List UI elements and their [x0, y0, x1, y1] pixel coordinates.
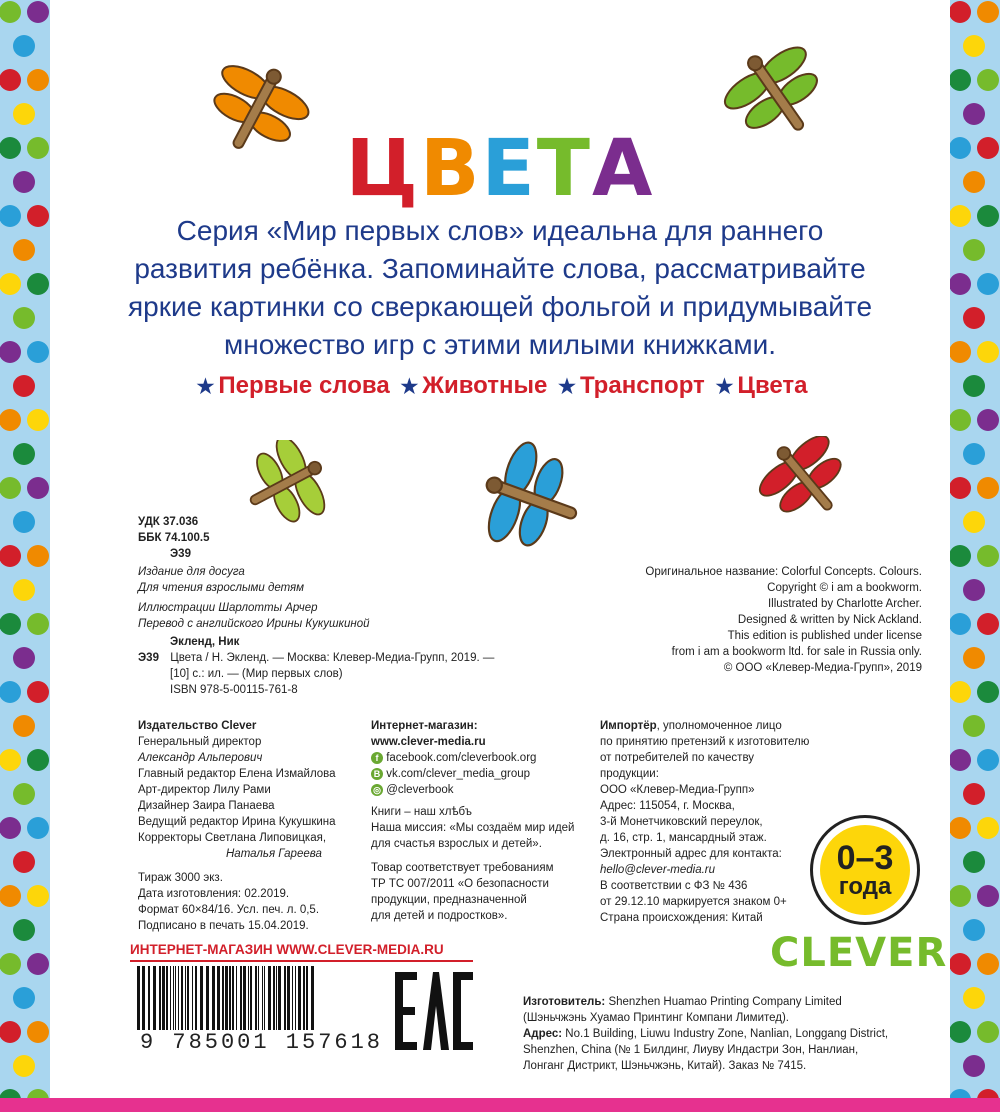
importer-heading: Импортёр [600, 720, 657, 732]
age-range: 0–3 [836, 839, 894, 877]
manufacturer-name-ru: (Шэньчжэнь Хуамао Принтинг Компани Лимитед). [523, 1012, 790, 1024]
age-unit: года [838, 873, 892, 900]
copyright-block [560, 564, 922, 676]
rights-line: Designed & written by Nick Ackland. [737, 614, 922, 626]
eac-mark-icon [393, 966, 475, 1056]
mission-line: Книги – наш хлѣбъ [371, 806, 472, 818]
staff-line: Ведущий редактор Ирина Кукушкина [138, 816, 336, 828]
series-description: Серия «Мир первых слов» идеальна для раннего развития ребёнка. Запоминайте слова, рассматривайте яркие картинки со сверкающей фольгой и придумывайте множество игр с этими милыми книжками. [127, 215, 873, 360]
title-letter: Е [481, 124, 537, 214]
bbk-code: ББК 74.100.5 [138, 532, 210, 544]
mission-line: Наша миссия: «Мы создаём мир идей [371, 822, 575, 834]
address-line: Shenzhen, China (№ 1 Билдинг, Лиуву Индастри Зон, Нанлиан, [523, 1044, 859, 1056]
translator-line: Перевод с английского Ирины Кукушкиной [138, 618, 370, 630]
social-link-text: facebook.com/cleverbook.org [386, 752, 537, 764]
edition-line: Издание для досуга [138, 566, 245, 578]
compliance-line: продукции, предназначенной [371, 894, 527, 906]
book-title [0, 124, 1000, 214]
publisher-heading: Издательство Clever [138, 720, 257, 732]
age-badge [810, 815, 920, 925]
title-letter: Т [536, 124, 592, 214]
series-item: Животные [422, 372, 548, 399]
contact-email-link[interactable]: hello@clever-media.ru [600, 864, 716, 876]
star-icon: ★ [400, 376, 419, 398]
record-pages: [10] с.: ил. — (Мир первых слов) [170, 668, 343, 680]
importer-tail: от 29.12.10 маркируется знаком 0+ [600, 896, 787, 908]
shop-url-link[interactable]: www.clever-media.ru [371, 736, 486, 748]
print-info: Формат 60×84/16. Усл. печ. л. 0,5. [138, 904, 320, 916]
edition-type [138, 564, 398, 596]
address-label: Адрес: [523, 1028, 563, 1040]
series-item: Транспорт [579, 372, 705, 399]
title-letter: Ц [345, 124, 421, 214]
rights-line: © ООО «Клевер-Медиа-Групп», 2019 [723, 662, 922, 674]
print-info: Дата изготовления: 02.2019. [138, 888, 290, 900]
shop-heading: Интернет-магазин: [371, 720, 478, 732]
shop-info [371, 718, 596, 924]
importer-line: ООО «Клевер-Медиа-Групп» [600, 784, 755, 796]
importer-line: д. 16, стр. 1, мансардный этаж. [600, 832, 767, 844]
address-line: Лонганг Дистрикт, Шэньчжэнь, Китай). Заказ № 7415. [523, 1060, 807, 1072]
staff-line: Главный редактор Елена Измайлова [138, 768, 336, 780]
rights-line: Illustrated by Charlotte Archer. [767, 598, 922, 610]
social-link-text: @cleverbook [386, 784, 454, 796]
importer-info [600, 718, 820, 926]
staff-line: Арт-директор Лилу Рами [138, 784, 271, 796]
importer-line: 3-й Монетчиковский переулок, [600, 816, 763, 828]
staff-line: Корректоры Светлана Липовицкая, [138, 832, 327, 844]
importer-tail: Страна происхождения: Китай [600, 912, 763, 924]
importer-line: Адрес: 115054, г. Москва, [600, 800, 735, 812]
clever-logo: CLEVER [770, 930, 948, 976]
compliance-line: для детей и подростков». [371, 910, 508, 922]
shop-banner-link[interactable]: ИНТЕРНЕТ-МАГАЗИН WWW.CLEVER-MEDIA.RU [130, 942, 473, 962]
blue-dragonfly-icon [470, 440, 600, 560]
star-icon: ★ [196, 376, 215, 398]
staff-line: Наталья Гареева [226, 848, 322, 860]
address-line: No.1 Building, Liuwu Industry Zone, Nanlian, Longgang District, [562, 1028, 889, 1040]
mission-line: для счастья взрослых и детей». [371, 838, 542, 850]
compliance-line: ТР ТС 007/2011 «О безопасности [371, 878, 549, 890]
publisher-credits [138, 718, 368, 934]
social-link-vk[interactable] [371, 766, 596, 782]
staff-line: Дизайнер Заира Панаева [138, 800, 275, 812]
rights-line: Copyright © i am a bookworm. [767, 582, 922, 594]
facebook-icon: f [371, 752, 383, 764]
staff-line: Александр Альперович [138, 752, 263, 764]
title-letter: В [420, 124, 482, 214]
star-icon: ★ [558, 376, 576, 398]
importer-line: от потребителей по качеству [600, 752, 755, 764]
importer-line: Электронный адрес для контакта: [600, 848, 782, 860]
bibliographic-record [138, 634, 518, 698]
series-list [0, 372, 1000, 400]
isbn: ISBN 978-5-00115-761-8 [170, 684, 298, 696]
barcode-number: 9 785001 157618 [134, 1030, 389, 1055]
staff-line: Генеральный директор [138, 736, 262, 748]
record-code: Э39 [138, 652, 159, 664]
print-info: Подписано в печать 15.04.2019. [138, 920, 309, 932]
social-link-text: vk.com/clever_media_group [386, 768, 531, 780]
illustrator-line: Иллюстрации Шарлотты Арчер [138, 602, 318, 614]
author-name: Экленд, Ник [170, 636, 240, 648]
social-link-instagram[interactable] [371, 782, 596, 798]
title-letter: А [591, 124, 655, 214]
instagram-icon: ◎ [371, 784, 383, 796]
author-code: Э39 [170, 548, 191, 560]
red-dragonfly-icon [752, 436, 862, 526]
importer-tail: В соответствии с ФЗ № 436 [600, 880, 748, 892]
manufacturer-info [523, 994, 923, 1074]
classification-codes [138, 514, 248, 562]
series-item: Первые слова [218, 372, 390, 399]
rights-line: from i am a bookworm ltd. for sale in Russia only. [671, 646, 922, 658]
manufacturer-label: Изготовитель: [523, 996, 606, 1008]
rights-line: Оригинальное название: Colorful Concepts. Colours. [645, 566, 922, 578]
manufacturer-name: Shenzhen Huamao Printing Company Limited [605, 996, 842, 1008]
social-link-facebook[interactable] [371, 750, 596, 766]
record-description: Цвета / Н. Экленд. — Москва: Клевер-Медиа-Групп, 2019. — [170, 652, 495, 664]
importer-heading-rest: , уполномоченное лицо [656, 720, 782, 732]
series-item: Цвета [737, 372, 808, 399]
compliance-line: Товар соответствует требованиям [371, 862, 554, 874]
rights-line: This edition is published under license [727, 630, 922, 642]
udk-code: УДК 37.036 [138, 516, 199, 528]
star-icon: ★ [715, 376, 734, 398]
edition-line: Для чтения взрослыми детям [138, 582, 305, 594]
pink-bottom-edge [0, 1098, 1000, 1112]
importer-line: по принятию претензий к изготовителю [600, 736, 810, 748]
vk-icon: В [371, 768, 383, 780]
print-info: Тираж 3000 экз. [138, 872, 223, 884]
importer-line: продукции: [600, 768, 659, 780]
credits-illustration [138, 600, 418, 632]
